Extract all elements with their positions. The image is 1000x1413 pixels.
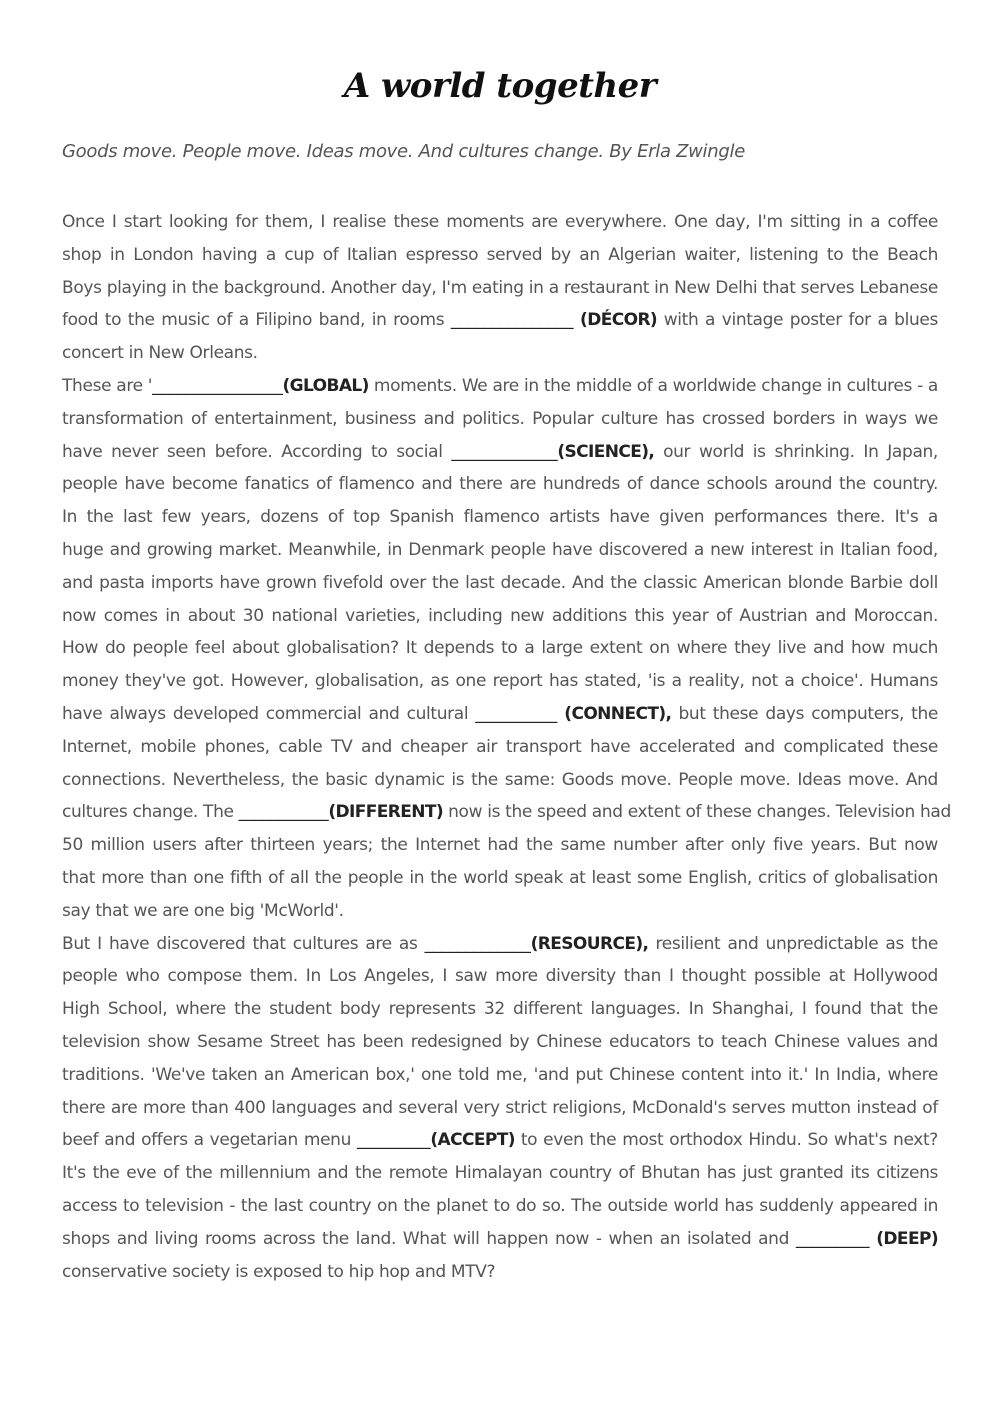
line-text: shops and living rooms across the land. What will happen now - when an isolated and bbox=[62, 1228, 796, 1249]
answer-blank[interactable]: _________ bbox=[795, 1228, 870, 1249]
line-text: our world is shrinking. In Japan, bbox=[654, 441, 938, 462]
article-body bbox=[62, 206, 951, 1288]
text-line: It's the eve of the millennium and the remote Himalayan country of Bhutan has just granted its citizens bbox=[62, 1163, 938, 1184]
text-line: shop in London having a cup of Italian espresso served by an Algerian waiter, listening to the Beach bbox=[62, 244, 938, 265]
text-line: money they've got. However, globalisation, as one report has stated, 'is a reality, not a choice'. Humans bbox=[62, 671, 938, 692]
line-text: beef and offers a vegetarian menu bbox=[62, 1130, 357, 1151]
text-line: Boys playing in the background. Another day, I'm eating in a restaurant in New Delhi that serves Lebanese bbox=[62, 277, 938, 298]
text-line bbox=[62, 370, 938, 403]
line-text: now is the speed and extent of these changes. Television had bbox=[443, 802, 951, 823]
line-text: But I have discovered that cultures are as bbox=[62, 933, 425, 954]
text-line: Once I start looking for them, I realise these moments are everywhere. One day, I'm sitting in a coffee bbox=[62, 212, 938, 232]
text-line: connections. Nevertheless, the basic dynamic is the same: Goods move. People move. Ideas move. And bbox=[62, 769, 938, 790]
text-line: In the last few years, dozens of top Spanish flamenco artists have given performances there. It's a bbox=[62, 507, 938, 528]
text-line: How do people feel about globalisation? It depends to a large extent on where they live and how much bbox=[62, 638, 938, 659]
text-line bbox=[62, 796, 951, 829]
line-text: to even the most orthodox Hindu. So what's next? bbox=[514, 1130, 938, 1151]
line-text: with a vintage poster for a blues bbox=[657, 310, 938, 331]
text-line: access to television - the last country on the planet to do so. The outside world has suddenly appeared in bbox=[62, 1195, 938, 1216]
text-line: transformation of entertainment, business and politics. Popular culture has crossed borders in ways we bbox=[62, 408, 938, 429]
page-title: A world together bbox=[343, 66, 657, 106]
text-line: 50 million users after thirteen years; the Internet had the same number after only five years. But now bbox=[62, 835, 938, 856]
word-cue: (DEEP) bbox=[869, 1228, 938, 1249]
line-text: moments. We are in the middle of a worldwide change in cultures - a bbox=[368, 375, 938, 396]
answer-blank[interactable]: _____________ bbox=[424, 933, 531, 954]
text-line: people who compose them. In Los Angeles, I saw more diversity than I thought possible at Hollywood bbox=[62, 966, 938, 987]
text-line: huge and growing market. Meanwhile, in Denmark people have discovered a new interest in Italian food, bbox=[62, 539, 938, 560]
word-cue: (DÉCOR) bbox=[573, 310, 658, 331]
word-cue: (CONNECT), bbox=[556, 703, 672, 724]
paragraph bbox=[62, 928, 938, 1289]
line-text: but these days computers, the bbox=[671, 703, 938, 724]
text-line: television show Sesame Street has been redesigned by Chinese educators to teach Chinese values and bbox=[62, 1031, 938, 1052]
text-line: Internet, mobile phones, cable TV and cheaper air transport have accelerated and complicated these bbox=[62, 736, 938, 757]
answer-blank[interactable]: _______________ bbox=[450, 310, 574, 331]
line-text: cultures change. The bbox=[62, 802, 239, 823]
answer-blank[interactable]: _____________ bbox=[451, 441, 558, 462]
paragraph bbox=[62, 206, 938, 370]
text-line: and pasta imports have grown fivefold over the last decade. And the classic American blonde Barbie doll bbox=[62, 572, 938, 593]
text-line: conservative society is exposed to hip hop and MTV? bbox=[62, 1261, 496, 1282]
article-subtitle: Goods move. People move. Ideas move. And cultures change. By Erla Zwingle bbox=[62, 141, 745, 162]
text-line: people have become fanatics of flamenco and there are hundreds of dance schools around the country. bbox=[62, 474, 938, 495]
answer-blank[interactable]: ___________ bbox=[238, 802, 329, 823]
line-text: These are ' bbox=[62, 375, 153, 396]
paragraph bbox=[62, 370, 951, 928]
word-cue: (ACCEPT) bbox=[430, 1130, 515, 1151]
text-line bbox=[62, 304, 938, 337]
text-line bbox=[62, 1124, 938, 1157]
word-cue: (RESOURCE), bbox=[530, 933, 649, 954]
text-line bbox=[62, 436, 938, 469]
answer-blank[interactable]: ________________ bbox=[152, 375, 283, 396]
text-line: there are more than 400 languages and several very strict religions, McDonald's serves mutton instead of bbox=[62, 1097, 938, 1118]
text-line bbox=[62, 1223, 938, 1256]
line-text: have never seen before. According to social bbox=[62, 441, 452, 462]
text-line: High School, where the student body represents 32 different languages. In Shanghai, I found that the bbox=[62, 999, 938, 1020]
answer-blank[interactable]: _________ bbox=[356, 1130, 431, 1151]
word-cue: (DIFFERENT) bbox=[328, 802, 444, 823]
text-line: traditions. 'We've taken an American box,' one told me, 'and put Chinese content into it.' In India, where bbox=[62, 1064, 938, 1085]
word-cue: (SCIENCE), bbox=[557, 441, 655, 462]
line-text: have always developed commercial and cultural bbox=[62, 703, 476, 724]
line-text: food to the music of a Filipino band, in rooms bbox=[62, 310, 451, 331]
text-line: say that we are one big 'McWorld'. bbox=[62, 900, 344, 921]
line-text: resilient and unpredictable as the bbox=[648, 933, 938, 954]
text-line: that more than one fifth of all the people in the world speak at least some English, critics of globalisation bbox=[62, 867, 938, 888]
text-line bbox=[62, 928, 938, 961]
text-line: concert in New Orleans. bbox=[62, 343, 258, 364]
text-line: now comes in about 30 national varieties, including new additions this year of Austrian and Moroccan. bbox=[62, 605, 938, 626]
text-line bbox=[62, 698, 938, 731]
answer-blank[interactable]: __________ bbox=[475, 703, 557, 724]
word-cue: (GLOBAL) bbox=[282, 375, 369, 396]
